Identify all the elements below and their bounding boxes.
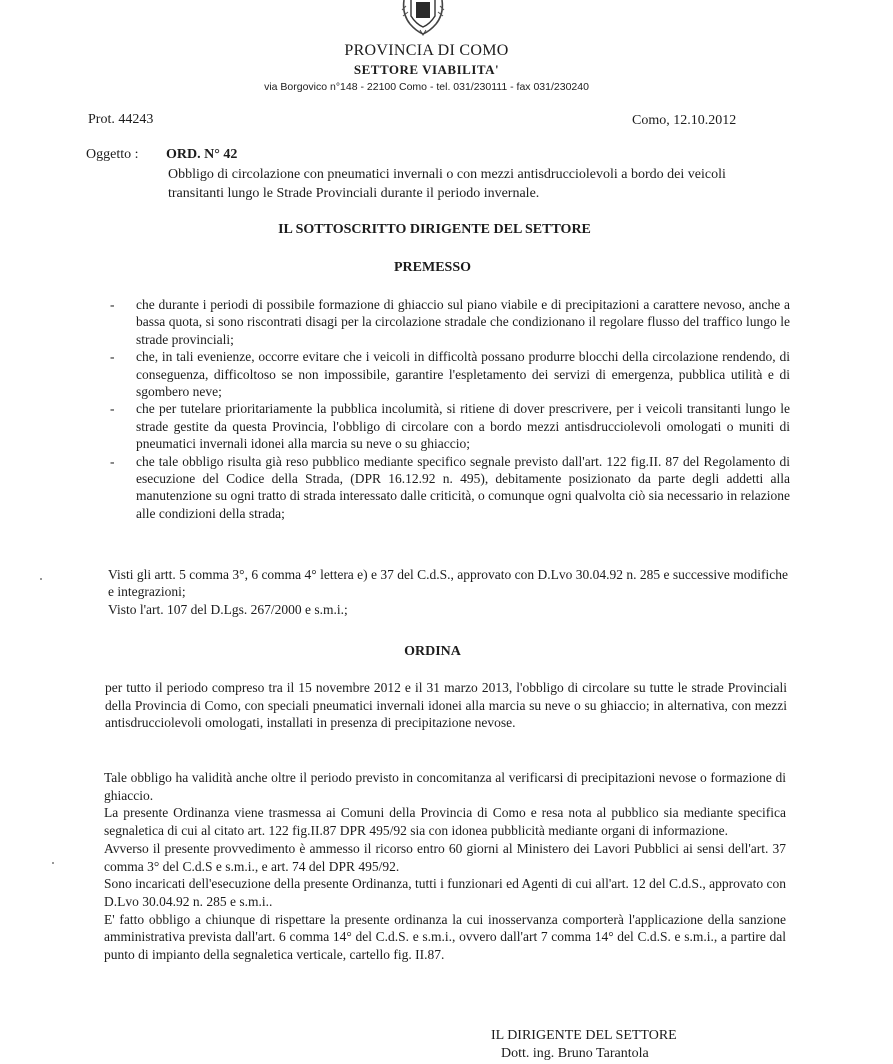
section-title-premesso: PREMESSO bbox=[393, 260, 471, 275]
ordina-text: per tutto il periodo compreso tra il 15 novembre 2012 e il 31 marzo 2013, l'obbligo di circolare su tutte le strade Provinciali della Provincia di Como, con speciali pneumatici invernali idonei alla marcia su neve o su ghiaccio; in alternativa, con mezzi antisdrucciolevoli omologati, installati in presenza di precipitazione nevose. bbox=[105, 680, 787, 730]
document-date: Como, 12.10.2012 bbox=[632, 113, 737, 128]
provincial-crest-icon bbox=[396, 0, 450, 36]
order-number: ORD. N° 42 bbox=[166, 147, 238, 162]
header-province: PROVINCIA DI COMO bbox=[344, 42, 509, 59]
list-item: - che, in tali evenienze, occorre evitare che i veicoli in difficoltà possano produrre blocchi della circolazione rendendo, di conseguenza, difficoltoso se non impossibile, garantire l'espletamento dei servizi di emergenza, pubblica utilità e di sgombero neve; bbox=[110, 348, 790, 400]
visti-block bbox=[108, 566, 788, 618]
closing-paragraph: E' fatto obbligo a chiunque di rispettare la presente ordinanza la cui inosservanza comporterà l'applicazione della sanzione amministrativa prevista dall'art. 6 comma 14° del C.d.S. e s.m.i., ovvero dall'art 7 comma 14° del C.d.S. e s.m.i., a partire dal punto di impianto della segnaletica verticale, cartello fig. II.87. bbox=[104, 911, 786, 963]
closing-paragraph: La presente Ordinanza viene trasmessa ai Comuni della Provincia di Como e resa nota al pubblico sia mediante specifica segnaletica di cui al citato art. 122 fig.II.87 DPR 495/92 sia con idonea pubblicità mediante organi di informazione. bbox=[104, 805, 786, 839]
closing-paragraph: Tale obbligo ha validità anche oltre il periodo previsto in concomitanza al verificarsi di precipitazioni nevose o formazione di ghiaccio. bbox=[104, 770, 786, 803]
closing-block bbox=[104, 769, 786, 964]
signature-name: Dott. ing. Bruno Tarantola bbox=[501, 1046, 649, 1061]
header-department: SETTORE VIABILITA' bbox=[353, 62, 500, 77]
section-title-sottoscritto: IL SOTTOSCRITTO DIRIGENTE DEL SETTORE bbox=[278, 222, 591, 237]
protocol-number: Prot. 44243 bbox=[88, 112, 154, 127]
subject-label: Oggetto : bbox=[86, 147, 139, 162]
scan-speck bbox=[40, 578, 42, 580]
closing-paragraph: Sono incaricati dell'esecuzione della presente Ordinanza, tutti i funzionari ed Agenti di cui all'art. 12 del C.d.S., approvato con D.Lvo 30.04.92 n. 285 e s.m.i.. bbox=[104, 876, 786, 909]
signature-block bbox=[491, 1027, 677, 1063]
signature-role: IL DIRIGENTE DEL SETTORE bbox=[491, 1028, 677, 1043]
list-item: - che per tutelare prioritariamente la pubblica incolumità, si ritiene di dover prescrivere, per i veicoli transitanti lungo le strade gestite da questa Provincia, l'obbligo di circolare con a bordo mezzi antisdrucciolevoli omologati o muniti di pneumatici invernali idonei alla marcia su neve o su ghiaccio; bbox=[110, 400, 790, 452]
closing-paragraph: Avverso il presente provvedimento è ammesso il ricorso entro 60 giorni al Ministero dei Lavori Pubblici ai sensi dell'art. 37 comma 3° del C.d.S e s.m.i., e art. 74 del DPR 495/92. bbox=[104, 840, 786, 874]
section-title-ordina: ORDINA bbox=[404, 644, 461, 659]
visto-paragraph: Visto l'art. 107 del D.Lgs. 267/2000 e s.m.i.; bbox=[108, 601, 348, 617]
subject-text: Obbligo di circolazione con pneumatici invernali o con mezzi antisdrucciolevoli a bordo dei veicoli transitanti lungo le Strade Provinciali durante il periodo invernale. bbox=[168, 167, 726, 201]
visti-paragraph: Visti gli artt. 5 comma 3°, 6 comma 4° lettera e) e 37 del C.d.S., approvato con D.Lvo 30.04.92 n. 285 e successive modifiche e integrazioni; bbox=[108, 567, 788, 600]
header-address: via Borgovico n°148 - 22100 Como - tel. 031/230111 - fax 031/230240 bbox=[264, 81, 589, 93]
scan-speck bbox=[52, 862, 54, 864]
list-item: - che tale obbligo risulta già reso pubblico mediante specifico segnale previsto dall'art. 122 fig.II. 87 del Regolamento di esecuzione del Codice della Strada, (DPR 16.12.92 n. 495), debitamente posizionato da parte degli addetti alla manutenzione su ogni tratto di strada interessato dalle criticità, o comunque ogni qualvolta ciò sia necessario in relazione alle condizioni della strada; bbox=[110, 453, 790, 523]
premesso-list bbox=[110, 296, 790, 522]
list-item: - che durante i periodi di possibile formazione di ghiaccio sul piano viabile e di precipitazioni a carattere nevoso, anche a bassa quota, si sono riscontrati disagi per la circolazione stradale che condizionano il regolare flusso del traffico lungo le strade provinciali; bbox=[110, 296, 790, 348]
